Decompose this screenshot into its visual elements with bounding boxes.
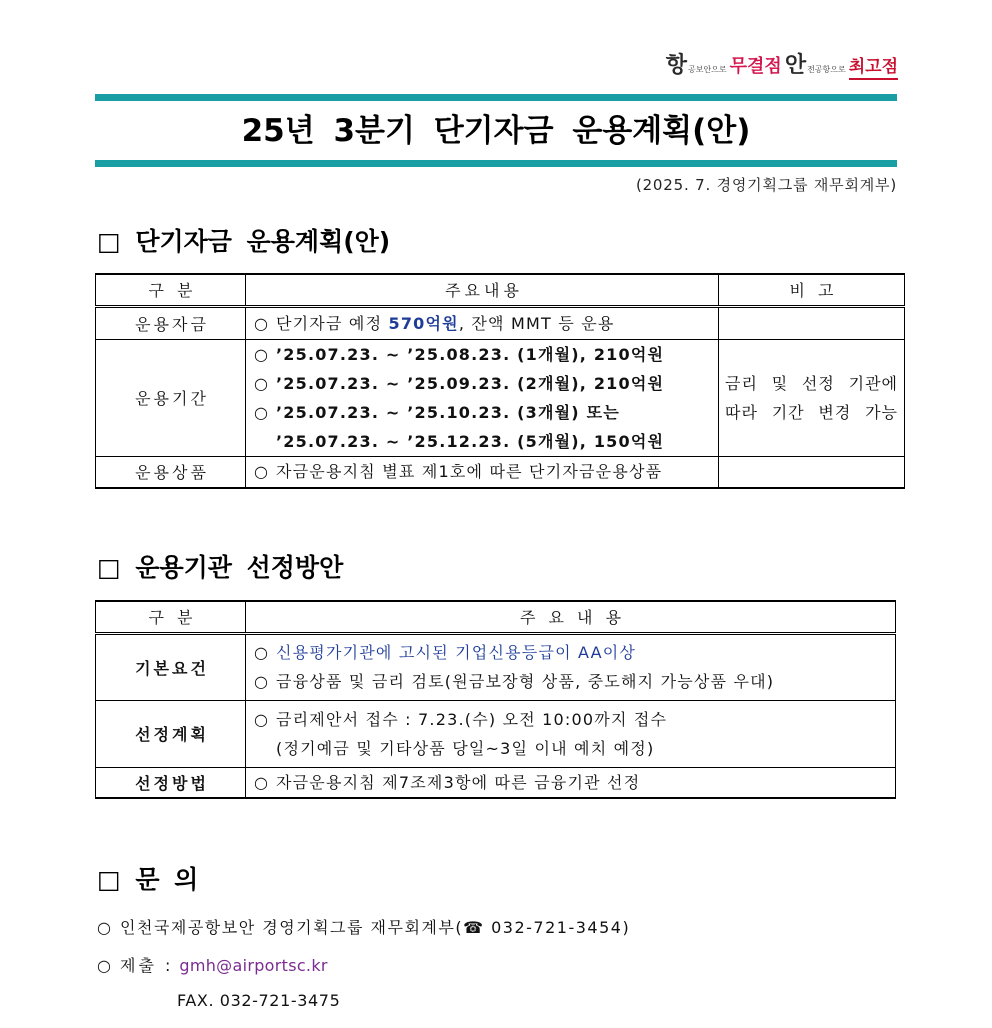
content-text: 자금운용지침 별표 제1호에 따른 단기자금운용상품 <box>276 462 663 482</box>
fax-number: FAX. 032-721-3475 <box>177 991 341 1010</box>
plan-table-header <box>96 274 905 306</box>
content-text: 금융상품 및 금리 검토(원금보장형 상품, 중도해지 가능상품 우대) <box>276 672 775 691</box>
slogan-small-2: 전공항으로 <box>807 65 846 74</box>
content-text: ’25.07.23. ~ ’25.10.23. (3개월) 또는 <box>276 402 620 422</box>
slogan-keyword-2: 최고점 <box>849 59 898 80</box>
row-content <box>246 767 896 798</box>
content-line <box>254 768 887 797</box>
plan-row-fund-amount <box>96 306 905 339</box>
contact-line <box>97 917 630 939</box>
highlight-amount: 570억원 <box>388 313 459 333</box>
bullet: ○ <box>254 643 270 662</box>
row-label: 기본요건 <box>96 633 246 700</box>
bullet: ○ <box>254 373 270 393</box>
content-line-continuation <box>254 734 887 763</box>
content-text: 금리제안서 접수 : 7.23.(수) 오전 10:00까지 접수 <box>276 709 668 729</box>
content-line <box>254 457 710 486</box>
bullet: ○ <box>254 402 270 422</box>
header-content: 주요내용 <box>246 274 719 306</box>
row-content <box>246 633 896 700</box>
header-content: 주 요 내 용 <box>246 601 896 633</box>
row-content <box>246 339 719 456</box>
document-title: 25년 3분기 단기자금 운용계획(안) <box>241 113 751 149</box>
content-text-highlight: 신용평가기관에 고시된 기업신용등급이 AA이상 <box>276 643 637 662</box>
bullet: ○ <box>254 344 270 364</box>
row-label: 운용기간 <box>96 339 246 456</box>
content-text-pre: 단기자금 예정 <box>276 313 389 333</box>
bullet: ○ <box>254 709 270 729</box>
bullet: ○ <box>97 956 113 975</box>
row-content <box>246 456 719 488</box>
content-text <box>276 309 615 338</box>
content-text: (정기예금 및 기타상품 당일~3일 이내 예치 예정) <box>276 738 655 758</box>
row-label: 운용자금 <box>96 306 246 339</box>
section-heading-inquiry: □ 문 의 <box>97 865 199 894</box>
remarks-line: 금리 및 선정 기관에 <box>725 373 898 393</box>
header-category: 구 분 <box>96 601 246 633</box>
row-content <box>246 306 719 339</box>
row-label: 선정계획 <box>96 700 246 767</box>
submit-label: 제출 : <box>120 956 174 975</box>
content-line <box>254 340 710 369</box>
content-text: ’25.07.23. ~ ’25.09.23. (2개월), 210억원 <box>276 373 665 393</box>
content-line <box>254 398 710 427</box>
selection-table <box>95 600 896 799</box>
row-remarks <box>719 456 905 488</box>
bullet: ○ <box>254 462 270 482</box>
remarks-line: 따라 기간 변경 가능 <box>725 402 898 422</box>
row-content <box>246 700 896 767</box>
content-line <box>254 705 887 734</box>
header-category: 구 분 <box>96 274 246 306</box>
row-label: 선정방법 <box>96 767 246 798</box>
title-top-bar <box>95 94 897 101</box>
submit-line <box>97 955 328 977</box>
slogan-small-1: 공보안으로 <box>688 65 727 74</box>
contact-text: 인천국제공항보안 경영기획그룹 재무회계부(☎ 032-721-3454) <box>120 918 631 937</box>
content-text: 자금운용지침 제7조제3항에 따른 금융기관 선정 <box>276 772 641 792</box>
selection-row-requirements <box>96 633 896 700</box>
bullet: ○ <box>97 918 113 937</box>
content-text: ’25.07.23. ~ ’25.12.23. (5개월), 150억원 <box>276 431 665 451</box>
title-bottom-bar <box>95 160 897 167</box>
content-line-continuation <box>254 427 710 456</box>
content-text: ’25.07.23. ~ ’25.08.23. (1개월), 210억원 <box>276 344 665 364</box>
selection-table-header <box>96 601 896 633</box>
content-line <box>254 369 710 398</box>
slogan-char-1: 항 <box>665 52 687 78</box>
plan-row-product <box>96 456 905 488</box>
document-date-department: (2025. 7. 경영기획그룹 재무회계부) <box>635 176 897 194</box>
row-remarks <box>719 339 905 456</box>
section-heading-plan: □ 단기자금 운용계획(안) <box>97 227 391 256</box>
plan-table <box>95 273 905 489</box>
bullet: ○ <box>254 672 270 691</box>
selection-row-method <box>96 767 896 798</box>
header-remarks: 비 고 <box>719 274 905 306</box>
slogan-keyword-1: 무결점 <box>729 56 782 77</box>
slogan-logo <box>666 54 898 80</box>
bullet: ○ <box>254 772 270 792</box>
content-line <box>254 309 710 338</box>
plan-table-body <box>96 274 905 488</box>
content-line <box>254 667 887 696</box>
selection-row-schedule <box>96 700 896 767</box>
content-line <box>254 638 887 667</box>
email-link[interactable]: gmh@airportsc.kr <box>179 956 328 975</box>
content-text-post: , 잔액 MMT 등 운용 <box>458 313 615 333</box>
plan-row-period <box>96 339 905 456</box>
selection-table-body <box>96 601 896 798</box>
bullet: ○ <box>254 313 270 333</box>
section-heading-selection: □ 운용기관 선정방안 <box>97 553 344 582</box>
slogan-char-2: 안 <box>784 52 807 78</box>
row-remarks <box>719 306 905 339</box>
row-label: 운용상품 <box>96 456 246 488</box>
